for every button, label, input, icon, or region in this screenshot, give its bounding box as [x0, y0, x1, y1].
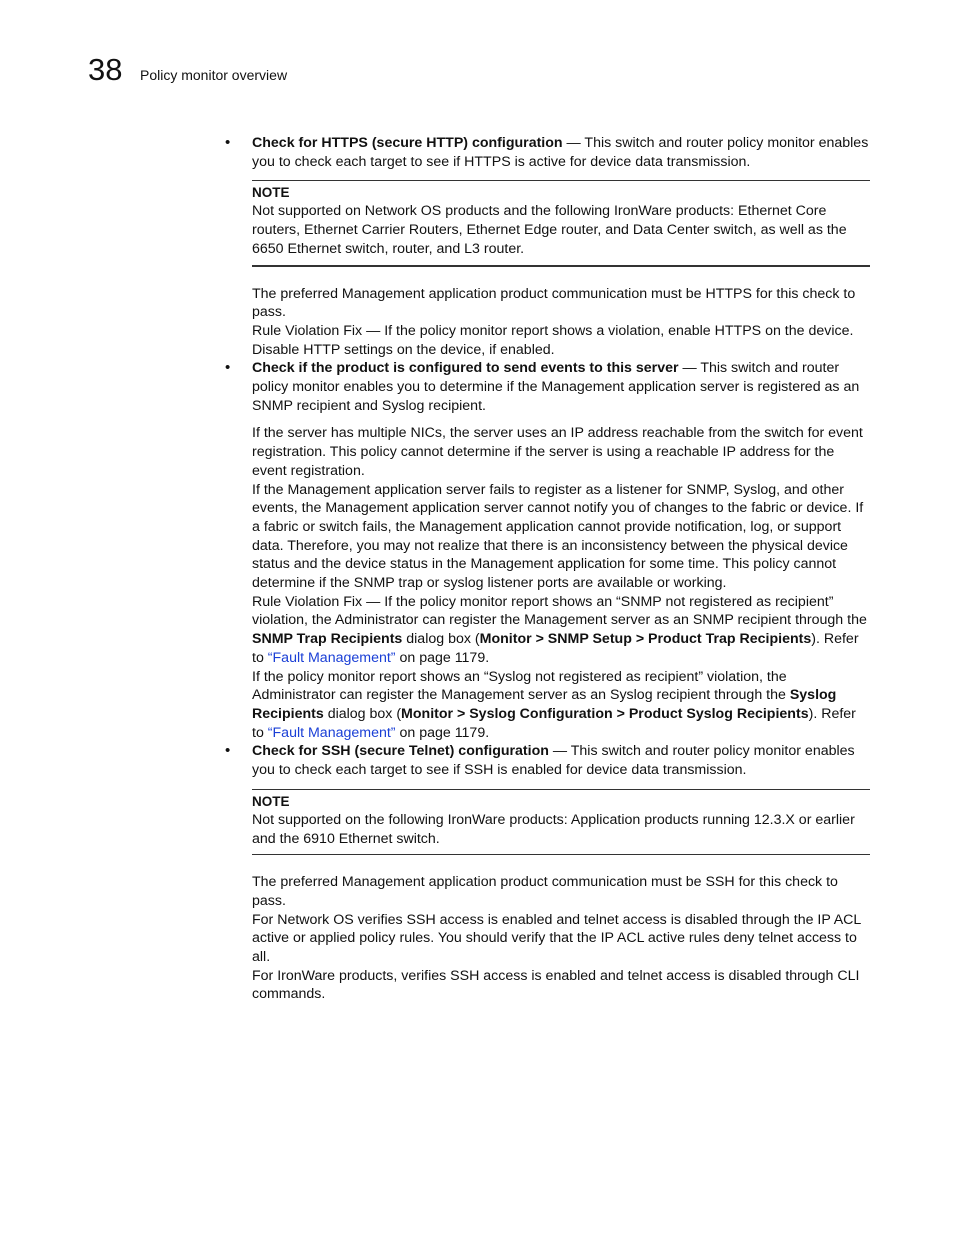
text-run: dialog box ( [323, 705, 402, 722]
bullet-text: — This switch and router policy monitor enables you to determine if the Management application server is registered as an SNMP recipient and Syslog recipient. [252, 360, 860, 414]
ui-reference: Syslog Recipients [252, 687, 837, 722]
menu-path: Monitor > SNMP Setup > Product Trap Recipients [479, 631, 812, 648]
note-box [252, 789, 870, 855]
paragraph: If the Management application server fails to register as a listener for SNMP, Syslog, and other events, the Management application server cannot notify you of changes to the fabric or device. If a fabric or switch fails, the Management application cannot provide notification, log, or support data. Therefore, you may not realize that there is an inconsistency between the physical device status and the device status in the Management application for some time. This policy cannot determine if the SNMP trap or syslog listener ports are available or working. [252, 481, 864, 592]
fault-management-link[interactable]: “Fault Management” [267, 649, 396, 666]
chapter-title: Policy monitor overview [140, 67, 288, 83]
page-body [225, 134, 870, 1004]
bullet-marker: • [225, 134, 231, 151]
text-run: Rule Violation Fix — If the policy monitor report shows an “SNMP not registered as recipient” violation, the Administrator can register the Management server as an SNMP recipient through the [252, 593, 867, 629]
note-text: Not supported on the following IronWare products: Application products running 12.3.X or earlier and the 6910 Ethernet switch. [252, 811, 855, 847]
fault-management-link[interactable]: “Fault Management” [267, 724, 396, 741]
bullet-ssh [225, 742, 870, 779]
paragraph: For IronWare products, verifies SSH access is enabled and telnet access is disabled through CLI commands. [252, 967, 860, 1003]
bullet-events [225, 359, 870, 415]
note-label: NOTE [252, 793, 290, 809]
note-box [252, 180, 870, 266]
syslog-fix-paragraph [252, 668, 870, 743]
text-run: on page 1179. [395, 649, 490, 666]
paragraph: The preferred Management application product communication must be HTTPS for this check to pass. [252, 285, 856, 321]
text-run: ). Refer to [252, 705, 856, 741]
bullet-title: Check if the product is configured to send events to this server [252, 360, 679, 377]
bullet-title: Check for SSH (secure Telnet) configuration [252, 743, 549, 760]
bullet-https [225, 134, 870, 171]
text-run: dialog box ( [402, 631, 480, 648]
note-label: NOTE [252, 185, 290, 201]
bullet-marker: • [225, 359, 231, 377]
bullet-text: — This switch and router policy monitor enables you to check each target to see if SSH is enabled for device data transmission. [252, 743, 855, 779]
snmp-fix-paragraph [252, 593, 870, 668]
menu-path: Monitor > Syslog Configuration > Product Syslog Recipients [401, 705, 809, 722]
paragraph: The preferred Management application product communication must be SSH for this check to pass. [252, 874, 838, 909]
paragraph: Rule Violation Fix — If the policy monitor report shows a violation, enable HTTPS on the device. Disable HTTP settings on the device, if enabled. [252, 322, 854, 358]
text-run: If the policy monitor report shows an “Syslog not registered as recipient” violation, the Administrator can register the Management server as an Syslog recipient through the [252, 668, 790, 704]
ui-reference: SNMP Trap Recipients [252, 631, 403, 648]
bullet-title: Check for HTTPS (secure HTTP) configuration [252, 135, 563, 151]
bullet-text: — This switch and router policy monitor enables you to check each target to see if HTTPS is active for device data transmission. [252, 135, 869, 170]
chapter-number: 38 [88, 52, 123, 87]
paragraph: For Network OS verifies SSH access is enabled and telnet access is disabled through the IP ACL active or applied policy rules. You should verify that the IP ACL active rules deny telnet access to all. [252, 911, 861, 966]
paragraph: If the server has multiple NICs, the server uses an IP address reachable from the switch for event registration. This policy cannot determine if the server is using a reachable IP address for the event registration. [252, 425, 863, 479]
note-text: Not supported on Network OS products and the following IronWare products: Ethernet Core routers, Ethernet Carrier Routers, Ethernet Edge router, and Data Center switch, as well as the 6650 Ethernet switch, router, and L3 router. [252, 203, 847, 257]
bullet-marker: • [225, 742, 231, 760]
text-run: on page 1179. [395, 724, 490, 741]
text-run: ). Refer to [252, 631, 859, 666]
